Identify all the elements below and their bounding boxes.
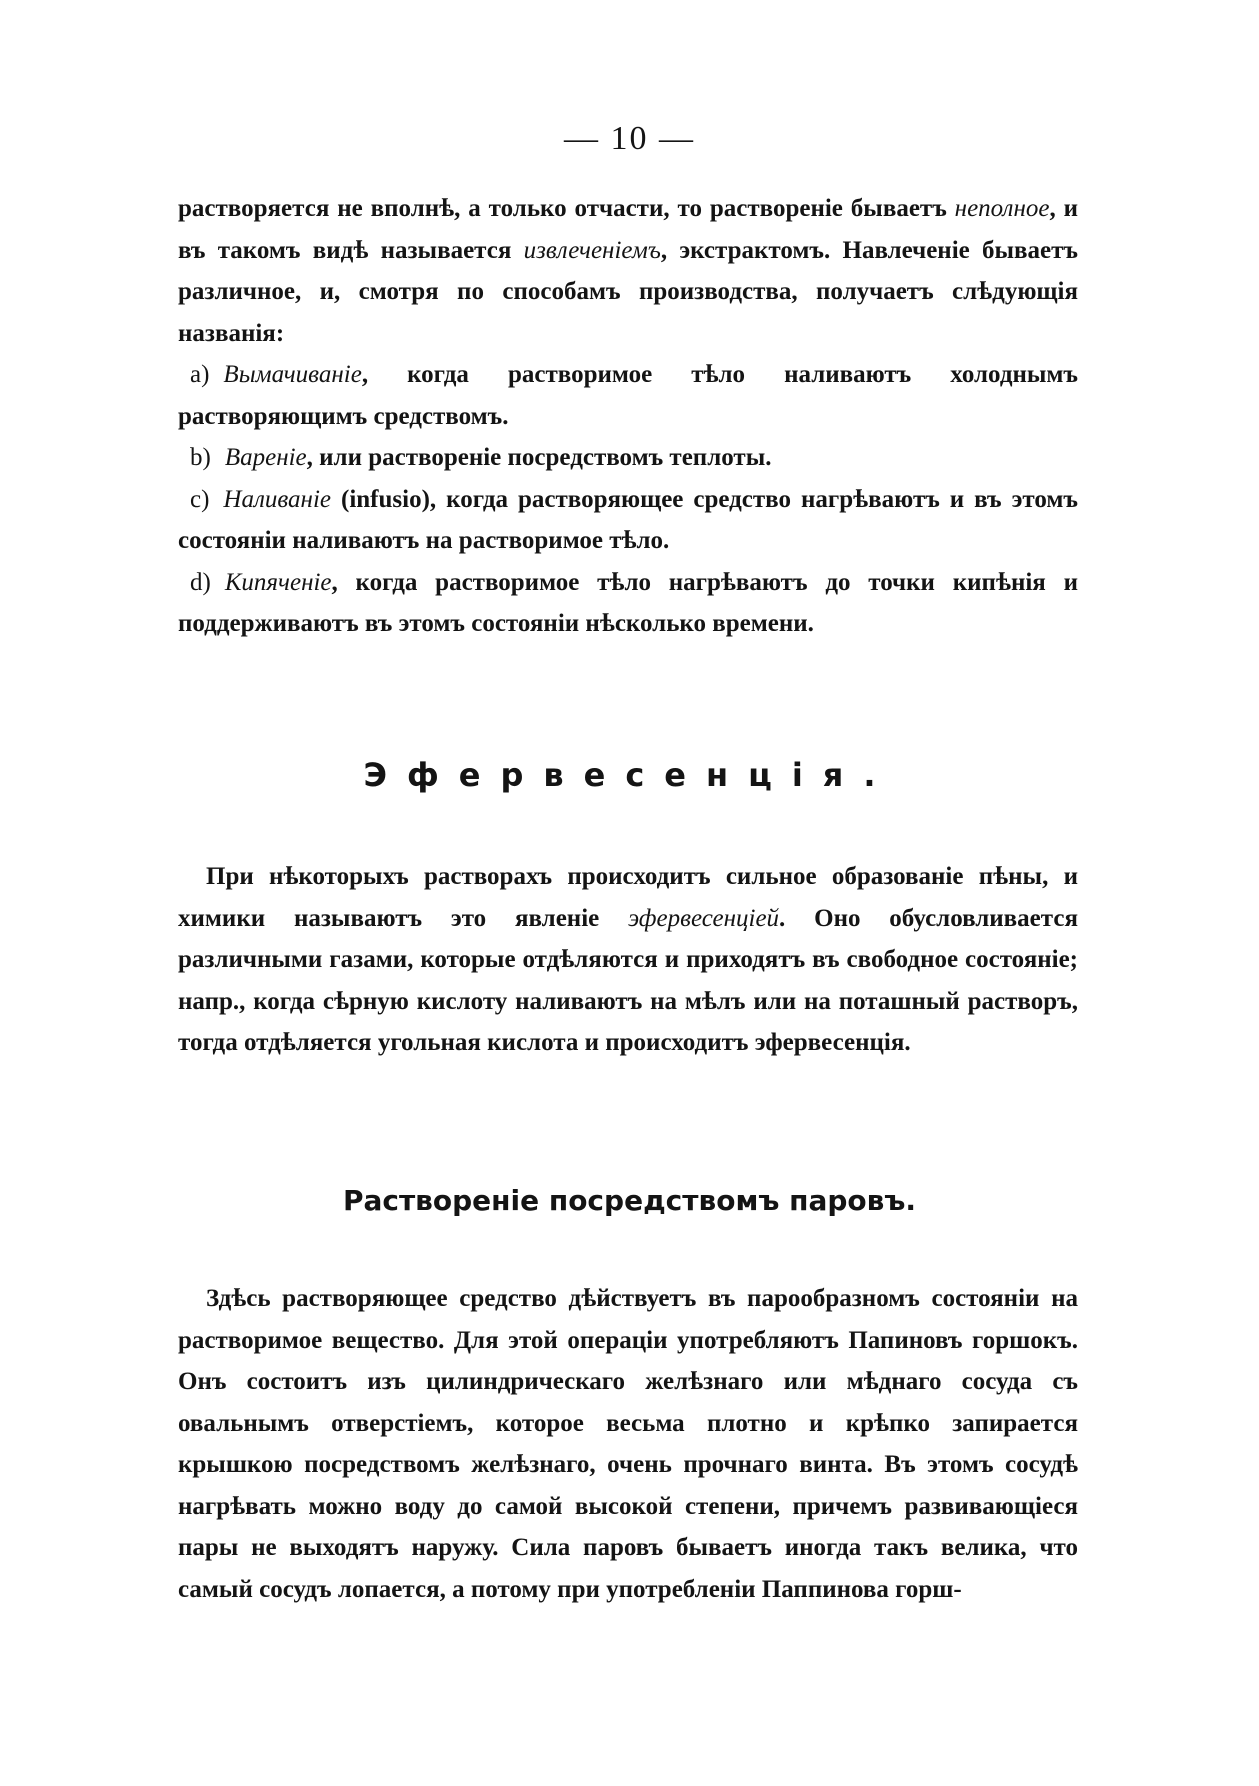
list-item-term: Варенiе [224, 444, 307, 471]
list-item [178, 437, 1078, 479]
intro-text-2: , и въ такомъ видѣ называется [178, 195, 1079, 264]
list-item-text: (infusio), когда растворяющее средство нагрѣваютъ и въ этомъ состоянiи наливаютъ на растворимое тѣло. [178, 485, 1078, 554]
intro-term-incomplete: неполное [954, 195, 1050, 222]
heading-vapors: Растворенiе посредствомъ паровъ. [342, 1184, 917, 1217]
section-vapors [178, 1278, 1078, 1610]
effervescence-text-2: . Оно обусловливается различными газами, которые отдѣляются и приходятъ въ свободное состоянiе; напр., когда сѣрную кислоту наливаютъ на мѣлъ или на поташный растворъ, тогда отдѣляется угольная кислота и происходитъ эфервесенцiя. [178, 904, 1078, 1056]
list-item [178, 479, 1078, 562]
intro-term-extraction: извлеченiемъ [523, 236, 661, 264]
list-item-marker: c) [190, 485, 210, 513]
intro-text-1: растворяется не вполнѣ, а только отчасти, то растворенiе бываетъ [178, 195, 955, 222]
heading-effervescence: Эфервесенцiя. [363, 756, 896, 794]
list-item [178, 562, 1078, 645]
intro-paragraph [178, 188, 1078, 354]
list-item-marker: d) [190, 568, 211, 596]
list-item-text: , или растворенiе посредствомъ теплоты. [306, 444, 772, 471]
effervescence-text-1: При нѣкоторыхъ растворахъ происходитъ сильное образованiе пѣны, и химики называютъ это явленiе [178, 863, 1078, 932]
list-item-term: Наливанiе [223, 485, 332, 513]
effervescence-paragraph [178, 856, 1078, 1064]
list-item-text: , когда растворимое тѣло наливаютъ холоднымъ растворяющимъ средствомъ. [178, 361, 1078, 430]
list-item-text: , когда растворимое тѣло нагрѣваютъ до точки кипѣнiя и поддерживаютъ въ этомъ состоянiи нѣсколько времени. [178, 568, 1078, 637]
vapors-paragraph: Здѣсь растворяющее средство дѣйствуетъ въ парообразномъ состоянiи на растворимое вещество. Для этой операцiи употребляютъ Папиновъ горшокъ. Онъ состоитъ изъ цилиндрическаго желѣзнаго или мѣднаго сосуда съ овальнымъ отверстiемъ, которое весьма плотно и крѣпко запирается крышкою посредствомъ желѣзнаго, очень прочнаго винта. Въ этомъ сосудѣ нагрѣвать можно воду до самой высокой степени, причемъ развивающiеся пары не выходятъ наружу. Сила паровъ бываетъ иногда такъ велика, что самый сосудъ лопается, а потому при употребленiи Паппинова горш- [178, 1285, 1078, 1603]
list-item-marker: a) [190, 361, 210, 388]
list-item [178, 354, 1078, 437]
effervescence-term: эфервесенцiей [628, 904, 780, 932]
page-number: — 10 — [564, 120, 695, 157]
list-item-term: Вымачиванiе [223, 361, 362, 388]
section-intro [178, 188, 1078, 645]
intro-text-3: , экстрактомъ. Навлеченiе бываетъ различное, и, смотря по способамъ производства, получаетъ слѣдующiя названiя: [178, 236, 1078, 347]
list-item-marker: b) [190, 444, 211, 471]
section-effervescence [178, 856, 1078, 1064]
list-item-term: Кипяченiе [224, 568, 332, 596]
